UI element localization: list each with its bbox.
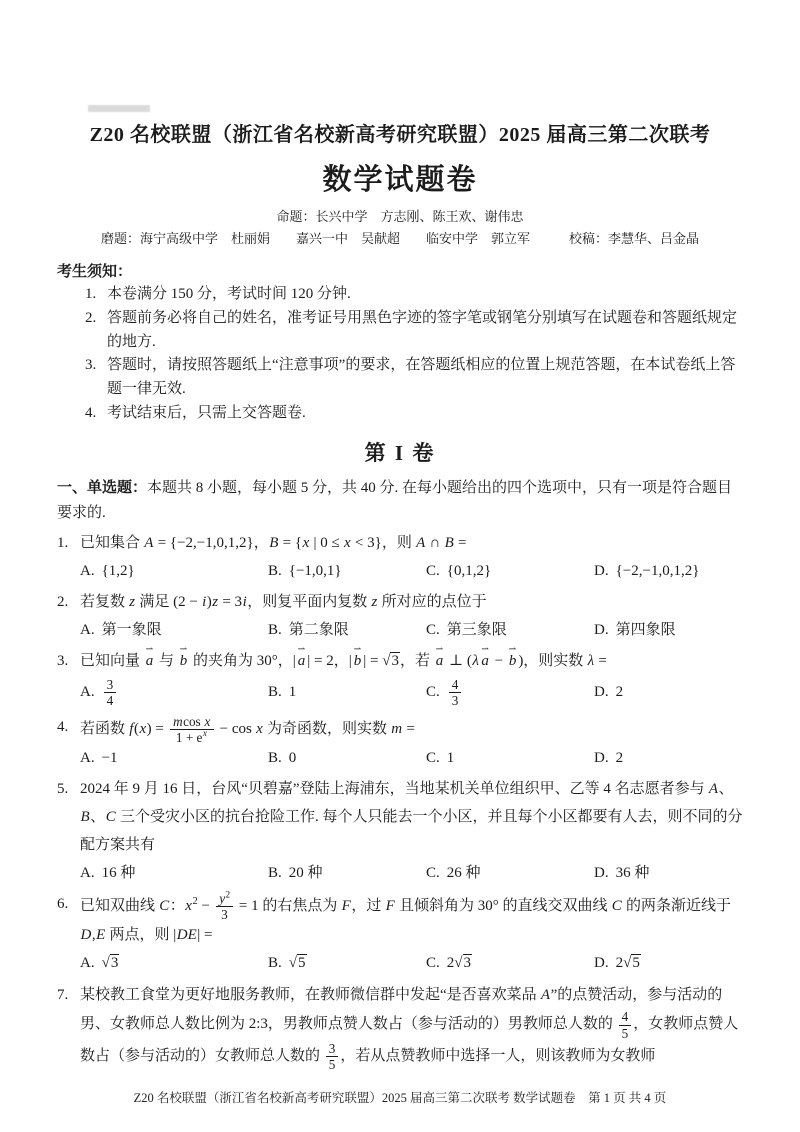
notice-item-text: 答题前务必将自己的姓名，准考证号用黑色字迹的签字笔或钢笔分别填写在试题卷和答题纸规定的地方.: [107, 309, 738, 350]
option-text: 第二象限: [288, 621, 349, 638]
question-number: 3.: [57, 653, 69, 670]
question-options: [57, 951, 743, 977]
candidate-notice: [57, 260, 743, 425]
question-1: [57, 530, 743, 584]
option-label: A.: [80, 621, 95, 638]
notice-item-text: 答题时，请按照答题纸上“注意事项”的要求，在答题纸相应的位置上规范答题，在本试卷纸上答题一律无效.: [107, 357, 736, 397]
option-text: 第三象限: [446, 621, 507, 638]
option-d: [594, 559, 743, 585]
question-stem-row: [57, 714, 743, 745]
question-7: [57, 982, 743, 1072]
question-stem-row: [57, 530, 743, 558]
option-label: B.: [268, 955, 282, 972]
option-text: 26 种: [446, 864, 481, 881]
notice-item-number: 2.: [85, 309, 97, 326]
question-stem-row: [57, 648, 743, 676]
option-label: C.: [426, 621, 440, 638]
option-text: {1,2}: [101, 562, 135, 579]
option-text: {−2,−1,0,1,2}: [615, 562, 700, 579]
option-label: A.: [80, 562, 95, 579]
question-2: [57, 589, 743, 643]
question-text: 若函数 f(x) = $\frac{\text{mcos x}}{1 + e^x}$ − cos x 为奇函数，则实数 m =: [80, 713, 415, 745]
question-stem-row: [57, 982, 743, 1072]
option-c: [426, 559, 594, 585]
option-a: [80, 618, 268, 644]
option-c: [426, 951, 594, 977]
option-text: 2: [615, 684, 624, 701]
option-c: [426, 861, 594, 887]
option-a: [80, 861, 268, 887]
option-a: [80, 559, 268, 585]
question-text: 已知双曲线 C：$x^2$ − $\frac{y^2}{3}$ = 1 的右焦点为 F，过 F 且倾斜角为 30° 的直线交双曲线 C 的两条渐近线于 D,E 两点，则 |DE| =: [80, 889, 732, 944]
question-stem-row: [57, 776, 743, 859]
option-d: [594, 680, 743, 706]
question-text: 2024 年 9 月 16 日，台风“贝碧嘉”登陆上海浦东，当地某机关单位组织甲、乙等 4 名志愿者参与 A、B、C 三个受灾小区的抗台抢险工作. 每个人只能去一个小区，并且每个小区都要有人去，则不同的分配方案共有: [80, 781, 743, 853]
option-d: [594, 861, 743, 887]
option-label: B.: [268, 562, 282, 579]
option-b: [268, 618, 426, 644]
credits-block: [57, 206, 743, 250]
question-options: [57, 677, 743, 708]
option-text: {0,1,2}: [446, 562, 492, 579]
notice-item-number: 4.: [85, 404, 97, 421]
option-label: A.: [80, 955, 95, 972]
option-text: 2√3: [446, 955, 471, 972]
option-c: [426, 746, 594, 772]
option-text: 0: [288, 749, 297, 766]
question-stem-row: [57, 891, 743, 950]
option-text: √3: [101, 955, 119, 972]
option-text: {−1,0,1}: [288, 562, 342, 579]
option-text: $\frac{3}{4}$: [102, 684, 119, 700]
notice-title: 考生须知：: [57, 264, 133, 281]
option-d: [594, 618, 743, 644]
option-text: −1: [101, 749, 118, 766]
option-b: [268, 746, 426, 772]
question-5: [57, 776, 743, 886]
option-text: 20 种: [288, 864, 323, 881]
option-label: D.: [594, 621, 609, 638]
option-label: C.: [426, 955, 440, 972]
notice-item: [57, 354, 743, 401]
option-label: B.: [268, 621, 282, 638]
notice-item-text: 考试结束后，只需上交答题卷.: [107, 404, 306, 421]
option-text: 36 种: [615, 864, 650, 881]
option-label: C.: [426, 562, 440, 579]
notice-item-number: 1.: [85, 286, 97, 303]
question-number: 4.: [57, 718, 69, 735]
question-number: 2.: [57, 594, 69, 611]
question-6: [57, 891, 743, 977]
question-text: 已知集合 A = {−2,−1,0,1,2}，B = {x | 0 ≤ x < 3}，则 A ∩ B =: [80, 534, 467, 551]
option-b: [268, 559, 426, 585]
option-a: [80, 746, 268, 772]
option-label: A.: [80, 864, 95, 881]
question-number: 6.: [57, 896, 69, 913]
option-b: [268, 680, 426, 706]
question-options: [57, 861, 743, 887]
question-3: [57, 648, 743, 708]
option-text: 第四象限: [615, 621, 676, 638]
option-label: A.: [80, 749, 95, 766]
question-number: 5.: [57, 781, 69, 798]
option-b: [268, 951, 426, 977]
notice-item-text: 本卷满分 150 分，考试时间 120 分钟.: [107, 286, 351, 303]
option-text: 1: [446, 749, 455, 766]
faint-print-mark: [88, 105, 150, 112]
option-label: D.: [594, 749, 609, 766]
option-text: 第一象限: [101, 621, 162, 638]
notice-item: [57, 402, 743, 426]
option-text: 2: [615, 749, 624, 766]
option-c: [426, 618, 594, 644]
option-text: 1: [288, 684, 297, 701]
option-a: [80, 677, 268, 708]
option-label: B.: [268, 864, 282, 881]
option-label: D.: [594, 864, 609, 881]
option-a: [80, 951, 268, 977]
credit-proposers: 命题：长兴中学 方志刚、陈王欢、谢伟忠: [276, 209, 524, 224]
part-heading: [57, 476, 743, 525]
question-stem-row: [57, 589, 743, 617]
option-text: 16 种: [101, 864, 136, 881]
option-b: [268, 861, 426, 887]
question-options: [57, 559, 743, 585]
option-d: [594, 746, 743, 772]
part-description: 本题共 8 小题，每小题 5 分，共 40 分. 在每小题给出的四个选项中，只有一项是符合题目要求的.: [57, 480, 733, 521]
notice-item: [57, 283, 743, 307]
option-d: [594, 951, 743, 977]
option-label: D.: [594, 955, 609, 972]
question-number: 1.: [57, 534, 69, 551]
question-text: 若复数 z 满足 (2 − i)z = 3i，则复平面内复数 z 所对应的点位于: [80, 594, 487, 611]
question-4: [57, 714, 743, 772]
notice-item: [57, 307, 743, 354]
question-text: 已知向量 a ⇀ 与 b ⇀ 的夹角为 30°，| a ⇀ | = 2，| b ⇀ | = √3，若 a ⇀ ⊥ (λ a ⇀ − b ⇀ )，则实数 λ =: [80, 648, 743, 676]
part-label: 一、单选题：: [57, 480, 148, 497]
option-label: C.: [426, 684, 440, 701]
option-label: A.: [80, 684, 95, 701]
credit-reviewers: 磨题：海宁高级中学 杜丽娟 嘉兴一中 吴献超 临安中学 郭立军 校稿：李慧华、吕金晶: [100, 231, 699, 247]
option-label: B.: [268, 684, 282, 701]
question-number: 7.: [57, 986, 69, 1003]
paper-subject-title: 数学试题卷: [322, 164, 478, 196]
option-label: C.: [426, 749, 440, 766]
option-label: B.: [268, 749, 282, 766]
page-footer: Z20 名校联盟（浙江省名校新高考研究联盟）2025 届高三第二次联考 数学试题卷 第 1 页 共 4 页: [133, 1091, 667, 1105]
question-options: [57, 618, 743, 644]
option-text: $\frac{4}{3}$: [447, 684, 464, 700]
section-title: 第 I 卷: [364, 441, 436, 466]
option-c: [426, 677, 594, 708]
option-text: 2√5: [615, 955, 640, 972]
option-text: √5: [288, 955, 306, 972]
question-text: 某校教工食堂为更好地服务教师，在教师微信群中发起“是否喜欢菜品 A”的点赞活动，参与活动的男、女教师总人数比例为 2:3，男教师点赞人数占（参与活动的）男教师总人数的 $\frac{4}{5}$ ，女教师点赞人数占（参与活动的）女教师总人数的 $\frac{3}{5}$ ，若从点赞教师中选择一人，则该教师为女教师: [80, 986, 739, 1072]
option-label: D.: [594, 684, 609, 701]
notice-item-number: 3.: [85, 357, 97, 374]
option-label: D.: [594, 562, 609, 579]
question-options: [57, 746, 743, 772]
option-label: C.: [426, 864, 440, 881]
exam-title: Z20 名校联盟（浙江省名校新高考研究联盟）2025 届高三第二次联考: [89, 124, 711, 146]
